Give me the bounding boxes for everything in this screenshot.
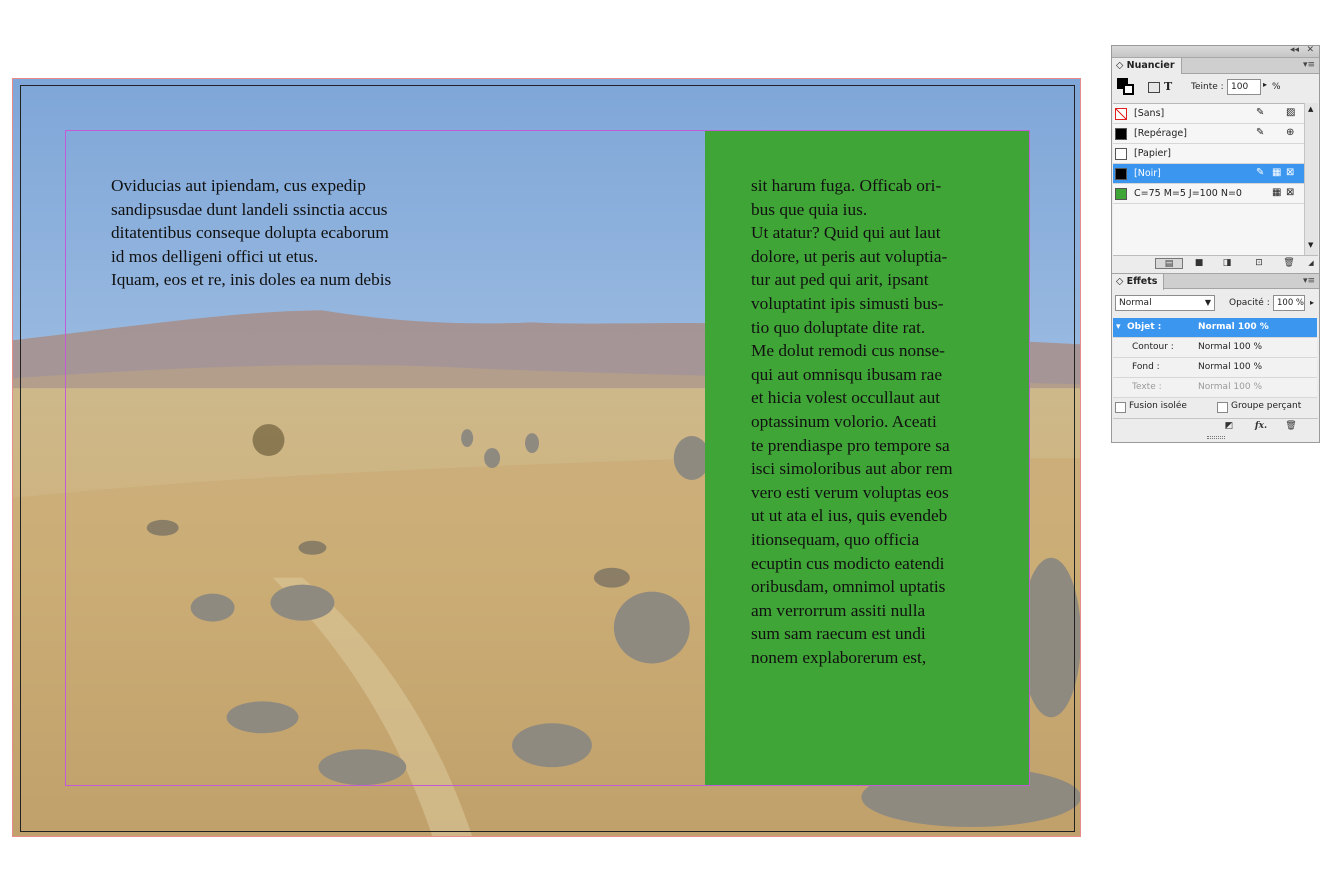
- swatch-chip: [1115, 168, 1127, 180]
- swatch-name: [Papier]: [1134, 148, 1171, 159]
- panel-menu-icon[interactable]: ▾≡: [1302, 60, 1315, 70]
- opacity-arrow-icon[interactable]: ▸: [1310, 298, 1315, 307]
- document-spread[interactable]: [12, 78, 1081, 837]
- effect-target-row[interactable]: [1113, 338, 1317, 358]
- effect-target-label: Contour :: [1132, 342, 1174, 352]
- tint-input[interactable]: [1227, 79, 1261, 95]
- opacity-value: 100 %: [1277, 298, 1305, 308]
- effect-target-value: Normal 100 %: [1198, 342, 1263, 352]
- effects-menu-icon[interactable]: ▾≡: [1302, 276, 1315, 286]
- swatch-name: [Noir]: [1134, 168, 1161, 179]
- swatches-footer: [1113, 255, 1318, 271]
- text-format-toggle[interactable]: T: [1164, 80, 1173, 93]
- isolate-blending-label: Fusion isolée: [1129, 401, 1187, 411]
- effect-target-value: Normal 100 %: [1198, 362, 1263, 372]
- effect-target-row[interactable]: [1113, 358, 1317, 378]
- swatches-tabbar: [1112, 58, 1319, 74]
- swatch-status-icon: ▦: [1272, 187, 1282, 198]
- effects-tabbar: [1112, 273, 1319, 289]
- tab-nuancier-label: Nuancier: [1126, 60, 1175, 71]
- swatch-row[interactable]: [1113, 144, 1304, 164]
- blend-mode-select[interactable]: [1115, 295, 1215, 311]
- collapse-arrows-icon: ◇: [1116, 276, 1124, 287]
- swatch-status-icon: ▨: [1286, 107, 1296, 118]
- tab-effets[interactable]: [1112, 274, 1164, 290]
- new-swatch-icon[interactable]: ⊡: [1255, 258, 1263, 268]
- swatch-status-icon: ✎: [1256, 127, 1265, 138]
- effect-target-label: Texte :: [1132, 382, 1162, 392]
- swatch-status-icon: ⊕: [1286, 127, 1295, 138]
- show-all-swatches-icon[interactable]: ▤: [1155, 258, 1183, 269]
- scroll-up-icon[interactable]: ▲: [1308, 105, 1314, 113]
- scroll-down-icon[interactable]: ▼: [1308, 241, 1314, 249]
- fx-label: fx.: [1254, 421, 1268, 431]
- opacity-label: Opacité :: [1229, 298, 1270, 308]
- tint-label: Teinte :: [1191, 82, 1224, 92]
- effect-target-row[interactable]: [1113, 378, 1317, 398]
- container-format-icon[interactable]: [1148, 82, 1160, 93]
- swatch-row[interactable]: [1113, 104, 1304, 124]
- swatch-name: C=75 M=5 J=100 N=0: [1134, 188, 1242, 199]
- tint-row: [1112, 74, 1319, 101]
- effect-target-label: Objet :: [1127, 322, 1162, 332]
- right-text-frame[interactable]: sit harum fuga. Officab ori- bus que quia ius. Ut atatur? Quid qui aut laut dolore, ut peris aut voluptia- tur aut ped qui arit, ipsant voluptatint ipis simusti bus- tio quo doluptate dite rat. Me dolut remodi cus nonse- qui aut omnisqu ibusam rae et hicia volest occullaut aut optassinum volorio. Aceati te prendiaspe pro tempore sa isci simoloribus aut abor rem vero esti verum voluptas eos ut ut ata el ius, quis evendeb itionsequam, quo officia ecuptin cus modicto eatendi oribusdam, omnimol uptatis am verrorrum assiti nulla sum sam raecum est undi nonem explaborerum est,: [751, 176, 953, 667]
- delete-effect-icon[interactable]: 🗑: [1285, 421, 1297, 431]
- fill-stroke-icon[interactable]: [1117, 78, 1135, 96]
- swatch-scrollbar[interactable]: [1304, 103, 1318, 255]
- swatch-status-icon: ✎: [1256, 167, 1265, 178]
- swatch-status-icon: ⊠: [1286, 167, 1295, 178]
- swatch-status-icon: ✎: [1256, 107, 1265, 118]
- close-icon[interactable]: ✕: [1306, 45, 1314, 55]
- tab-effets-label: Effets: [1126, 276, 1158, 287]
- effect-target-value: Normal 100 %: [1198, 322, 1269, 332]
- swatch-row[interactable]: [1113, 164, 1304, 184]
- tint-arrow-icon[interactable]: ▸: [1263, 80, 1268, 89]
- knockout-group-label: Groupe perçant: [1231, 401, 1302, 411]
- swatch-chip: [1115, 128, 1127, 140]
- show-gradient-swatches-icon[interactable]: ◨: [1222, 258, 1232, 268]
- blend-mode-value: Normal: [1119, 298, 1152, 308]
- resize-grip-icon[interactable]: ◢: [1308, 259, 1314, 267]
- swatch-name: [Repérage]: [1134, 128, 1187, 139]
- collapse-icon[interactable]: ◂◂: [1289, 45, 1299, 55]
- show-color-swatches-icon[interactable]: ■: [1194, 258, 1204, 268]
- delete-swatch-icon[interactable]: 🗑: [1283, 258, 1295, 268]
- swatch-row[interactable]: [1113, 184, 1304, 204]
- isolate-blending-checkbox[interactable]: [1115, 402, 1126, 413]
- swatch-name: [Sans]: [1134, 108, 1165, 119]
- swatch-chip: [1115, 188, 1127, 200]
- swatch-status-icon: ⊠: [1286, 187, 1295, 198]
- tab-nuancier[interactable]: [1112, 58, 1182, 74]
- swatch-status-icon: ▦: [1272, 167, 1282, 178]
- clear-effects-icon[interactable]: ◩: [1224, 421, 1234, 431]
- effect-target-row[interactable]: [1113, 318, 1317, 338]
- effect-target-label: Fond :: [1132, 362, 1160, 372]
- effects-footer: [1113, 418, 1318, 434]
- panel-group: [1111, 45, 1320, 443]
- panel-titlebar[interactable]: [1112, 46, 1319, 58]
- chevron-down-icon: ▼: [1204, 298, 1211, 307]
- collapse-arrows-icon: ◇: [1116, 60, 1124, 71]
- swatch-row[interactable]: [1113, 124, 1304, 144]
- fx-button[interactable]: [1249, 421, 1273, 432]
- tint-unit: %: [1272, 82, 1281, 92]
- tint-value: 100: [1231, 82, 1249, 92]
- left-text-frame[interactable]: Oviducias aut ipiendam, cus expedip sandipsusdae dunt landeli ssinctia accus ditatentibus conseque dolupta ecaborum id mos delligeni offici ut etus. Iquam, eos et re, inis doles ea num debis: [111, 176, 392, 290]
- knockout-group-checkbox[interactable]: [1217, 402, 1228, 413]
- opacity-input[interactable]: [1273, 295, 1305, 311]
- swatch-chip: [1115, 108, 1127, 120]
- swatch-list: [1113, 103, 1304, 255]
- expand-arrow-icon[interactable]: ▾: [1116, 322, 1121, 332]
- effect-target-value: Normal 100 %: [1198, 382, 1263, 392]
- panel-resize-grip[interactable]: [1207, 436, 1225, 439]
- swatch-chip: [1115, 148, 1127, 160]
